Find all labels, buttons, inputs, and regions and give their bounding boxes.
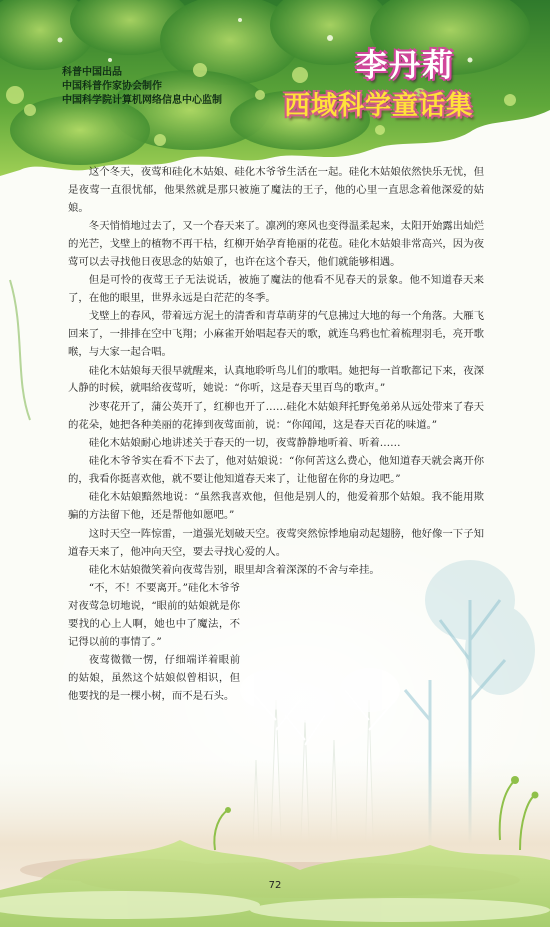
credit-line: 中国科普作家协会制作 [62,81,162,92]
paragraph: 这时天空一阵惊雷，一道强光划破天空。夜莺突然惊悸地扇动起翅膀，他好像一下子知道春天来了，他冲向天空，要去寻找心爱的人。 [68,527,484,558]
story-text [68,164,484,706]
paragraph: 硅化木姑娘每天很早就醒来，认真地聆听鸟儿们的歌唱。她把每一首歌都记下来，夜深人静的时候，就唱给夜莺听，她说：“你听，这是春天里百鸟的歌声。” [68,364,484,395]
paragraph: 夜莺微微一愣，仔细端详着眼前的姑娘，虽然这个姑娘似曾相识，但他要找的是一棵小树，而不是石头。 [68,654,240,702]
credit-line: 科普中国出品 [62,67,122,78]
series-title-logo: 西域科学童话集 [284,91,474,121]
paragraph: 硅化木姑娘黯然地说：“虽然我喜欢他，但他是别人的，他爱着那个姑娘。我不能用欺骗的方法留下他，还是帮他如愿吧。” [68,491,484,522]
paragraph: 硅化木姑娘耐心地讲述关于春天的一切，夜莺静静地听着、听着…… [88,436,401,449]
credit-line: 中国科学院计算机网络信息中心监制 [62,95,222,106]
page-number: 72 [268,880,282,891]
paragraph: “不，不！不要离开。”硅化木爷爷对夜莺急切地说，“眼前的姑娘就是你要找的心上人啊，她也中了魔法，不记得以前的事情了。” [68,582,240,648]
paragraph: 但是可怜的夜莺王子无法说话，被施了魔法的他看不见春天的景象。他不知道春天来了，在他的眼里，世界永远是白茫茫的冬季。 [68,274,484,305]
paragraph: 冬天悄悄地过去了，又一个春天来了。凛冽的寒风也变得温柔起来，太阳开始露出灿烂的光芒，戈壁上的植物不再干枯，红柳开始孕育艳丽的花苞。硅化木姑娘非常高兴，因为夜莺可以去寻找他日夜思念的姑娘了，也许在这个春天，他们就能够相遇。 [68,220,484,268]
paragraph: 硅化木爷爷实在看不下去了，他对姑娘说：“你何苦这么费心，他知道春天就会离开你的，我看你挺喜欢他，就不要让他知道春天来了，让他留在你的身边吧。” [68,455,484,486]
publisher-credits [62,66,222,108]
paragraph: 沙枣花开了，蒲公英开了，红柳也开了……硅化木姑娘拜托野兔弟弟从远处带来了春天的花朵，她把各种美丽的花捧到夜莺面前，说：“你闻闻，这是春天百花的味道。” [68,400,484,431]
paragraph: 这个冬天，夜莺和硅化木姑娘、硅化木爷爷生活在一起。硅化木姑娘依然快乐无忧，但是夜莺一直很忧郁，他果然就是那只被施了魔法的王子，他的心里一直思念着他深爱的姑娘。 [68,166,484,214]
series-author-logo: 李丹莉 [356,48,455,84]
paragraph: 硅化木姑娘微笑着向夜莺告别，眼里却含着深深的不舍与牵挂。 [88,563,380,576]
paragraph: 戈壁上的春风，带着远方泥土的清香和青草萌芽的气息拂过大地的每一个角落。大雁飞回来了，一排排在空中飞翔；小麻雀开始唱起春天的歌，就连乌鸦也忙着梳理羽毛，亮开歌喉，与大家一起合唱。 [68,310,484,359]
